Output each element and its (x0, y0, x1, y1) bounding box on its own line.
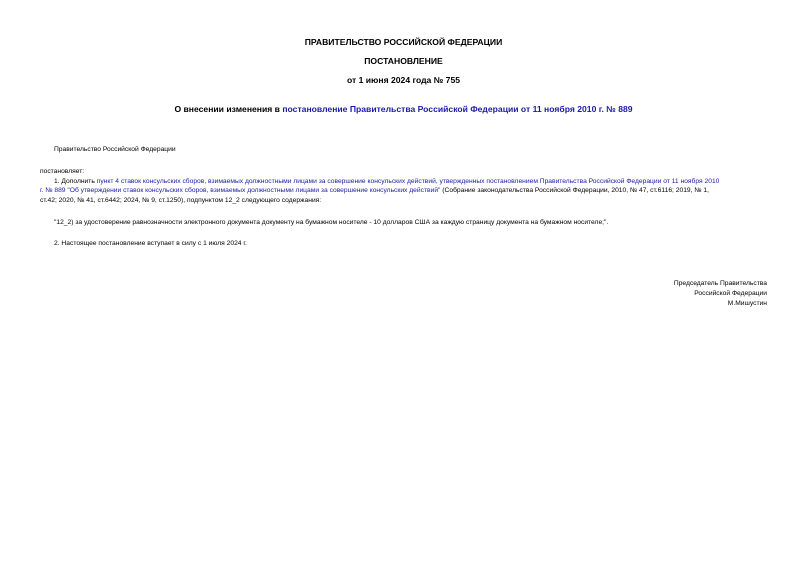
item1-prefix: 1. Дополнить (54, 178, 97, 185)
date-number-heading: от 1 июня 2024 года № 755 (346, 75, 461, 85)
signature-name: М.Мишустин (727, 300, 767, 307)
doc-type-heading: ПОСТАНОВЛЕНИЕ (364, 56, 443, 66)
signature-position: Председатель Правительства (673, 280, 767, 287)
item1-link2[interactable]: г. № 889 "Об утверждении ставок консульских сборов, взимаемых должностными лицами за совершение консульских действий" (40, 187, 441, 194)
item1-line2 (40, 188, 709, 195)
title-link[interactable]: постановление Правительства Российской Федерации от 11 ноября 2010 г. № 889 (282, 104, 633, 114)
item1-line3: ст.42; 2020, № 41, ст.6442; 2024, № 9, ст.1250), подпунктом 12_2 следующего содержания: (40, 197, 322, 204)
signature-org: Российской Федерации (694, 290, 767, 297)
issuer-text: Правительство Российской Федерации (54, 146, 176, 153)
decides-text: постановляет: (40, 168, 85, 175)
item1-text2: (Собрание законодательства Российской Федерации, 2010, № 47, ст.6116; 2019, № 1, (440, 187, 709, 194)
government-heading: ПРАВИТЕЛЬСТВО РОССИЙСКОЙ ФЕДЕРАЦИИ (304, 37, 503, 47)
item1-link1[interactable]: пункт 4 ставок консульских сборов, взимаемых должностными лицами за совершение консульских действий, утвержденных постановлением Правительства Российской Федерации от 11 ноября 2010 (96, 178, 720, 185)
title-prefix: О внесении изменения в (174, 104, 283, 114)
quote-text: "12_2) за удостоверение равнозначности электронного документа документу на бумажном носителе - 10 долларов США за каждую страницу документа на бумажном носителе;". (54, 219, 609, 226)
item2-text: 2. Настоящее постановление вступает в силу с 1 июля 2024 г. (54, 240, 247, 247)
item1-line1 (54, 179, 719, 186)
document-title (0, 104, 807, 114)
